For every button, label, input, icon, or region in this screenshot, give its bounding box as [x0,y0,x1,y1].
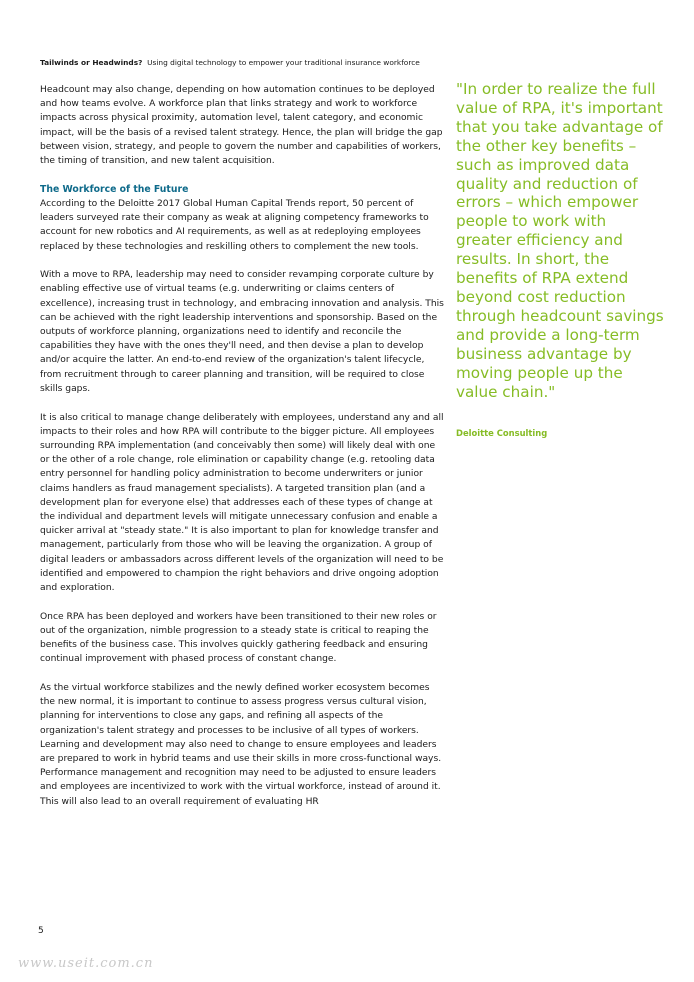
pull-quote: "In order to realize the full value of RPA, it's important that you take advantage of the other key benefits – such as improved data quality and reduction of errors – which empower people to work with greater efficiency and results. In short, the benefits of RPA extend beyond cost reduction through headcount savings and provide a long-term business advantage by moving people up the value chain." [456,80,664,401]
body-paragraph: According to the Deloitte 2017 Global Human Capital Trends report, 50 percent of leaders surveyed rate their company as weak at aligning competency frameworks to account for new robotics and AI requirements, as well as at redeploying employees replaced by these technologies and reskilling others to complement the new tools. [40,198,429,252]
body-paragraph: With a move to RPA, leadership may need to consider revamping corporate culture by enabling effective use of virtual teams (e.g. underwriting or claims centers of excellence), increasing trust in technology, and embracing innovation and analysis. This can be achieved with the right leadership interventions and sponsorship. Based on the outputs of workforce planning, organizations need to identify and reconcile the capabilities they have with the ones they'll need, and then devise a plan to develop and/or acquire the latter. An end-to-end review of the organization's talent lifecycle, from recruitment through to career planning and transition, will be required to close skills gaps. [40,270,444,394]
main-column [40,83,446,823]
header-subtitle: Using digital technology to empower your traditional insurance workforce [147,58,420,67]
body-paragraph: As the virtual workforce stabilizes and the newly defined worker ecosystem becomes the new normal, it is important to continue to assess progress versus cultural vision, planning for interventions to close any gaps, and refining all aspects of the organization's talent strategy and processes to be inclusive of all types of workers. Learning and development may also need to change to ensure employees and leaders are prepared to work in hybrid teams and use their skills in more cross-functional ways. Performance management and recognition may need to be adjusted to ensure leaders and employees are incentivized to work with the virtual workforce, instead of around it. This will also lead to an overall requirement of evaluating HR [40,683,442,807]
page-number: 5 [38,926,44,936]
section-heading: The Workforce of the Future [40,183,189,195]
body-paragraph: It is also critical to manage change deliberately with employees, understand any and all impacts to their roles and how RPA will contribute to the bigger picture. All employees surrounding RPA implementation (and conceivably then some) will likely deal with one or the other of a role change, role elimination or capability change (e.g. retooling data entry personnel for handling policy administration to become underwriters or junior claims handlers as fraud management specialists). A targeted transition plan (and a development plan for everyone else) that addresses each of these types of change at the individual and department levels will mitigate unnecessary confusion and enable a quicker arrival at "steady state." It is also important to plan for knowledge transfer and management, particularly from those who will be leaving the organization. A group of digital leaders or ambassadors across different levels of the organization will need to be identified and empowered to champion the right behaviors and drive ongoing adoption and exploration. [40,412,444,593]
body-paragraph: Once RPA has been deployed and workers have been transitioned to their new roles or out of the organization, nimble progression to a steady state is critical to reaping the benefits of the business case. This involves quickly gathering feedback and ensuring continual improvement with phased process of constant change. [40,611,437,665]
header-title: Tailwinds or Headwinds? [40,58,143,67]
pull-quote-attribution: Deloitte Consulting [456,428,548,438]
body-paragraph: Headcount may also change, depending on how automation continues to be deployed and how teams evolve. A workforce plan that links strategy and work to workforce impacts across physical proximity, automation level, talent category, and economic impact, will be the basis of a revised talent strategy. Hence, the plan will bridge the gap between vision, strategy, and people to govern the number and capabilities of workers, the timing of transition, and new talent acquisition. [40,85,443,167]
running-header [40,58,660,68]
watermark: www.useit.com.cn [18,956,154,971]
